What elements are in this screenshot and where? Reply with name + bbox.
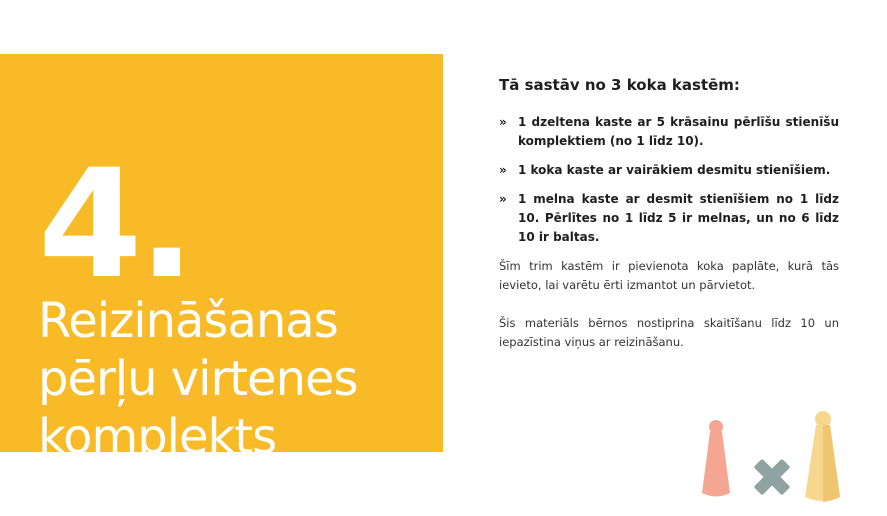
list-item <box>499 113 839 151</box>
contents-list <box>499 113 839 247</box>
paragraph-purpose: Šis materiāls bērnos nostiprina skaitīšanu līdz 10 un iepazīstina viņus ar reizināšanu. <box>499 316 839 349</box>
section-number: 4. <box>38 138 192 312</box>
title-line-1: Reizināšanas <box>38 293 338 349</box>
list-item-text: 1 koka kaste ar vairākiem desmitu stienīšiem. <box>518 163 831 177</box>
yellow-game-piece-icon <box>805 411 840 502</box>
page-title <box>38 292 438 466</box>
list-item-text: 1 dzeltena kaste ar 5 krāsainu pērlīšu stienīšu komplektiem (no 1 līdz 10). <box>518 115 839 148</box>
multiply-cross-icon <box>744 449 801 506</box>
bullet-icon: » <box>499 163 507 177</box>
list-item <box>499 190 839 247</box>
bullet-icon: » <box>499 115 507 129</box>
title-line-3: komplekts <box>38 409 277 465</box>
paragraph-tray: Šīm trim kastēm ir pievienota koka paplāte, kurā tās ievieto, lai varētu ērti izmantot un pārvietot. <box>499 259 839 292</box>
description-section <box>499 76 839 371</box>
bullet-icon: » <box>499 192 507 206</box>
list-item-text: 1 melna kaste ar desmit stienīšiem no 1 līdz 10. Pērlītes no 1 līdz 5 ir melnas, un no 6 līdz 10 ir baltas. <box>518 192 839 244</box>
decoration-illustration <box>690 405 850 510</box>
pink-game-piece-icon <box>702 420 730 497</box>
title-panel <box>0 54 443 465</box>
title-line-2: pērļu virtenes <box>38 351 358 407</box>
list-item <box>499 161 839 180</box>
contents-heading: Tā sastāv no 3 koka kastēm: <box>499 76 740 94</box>
